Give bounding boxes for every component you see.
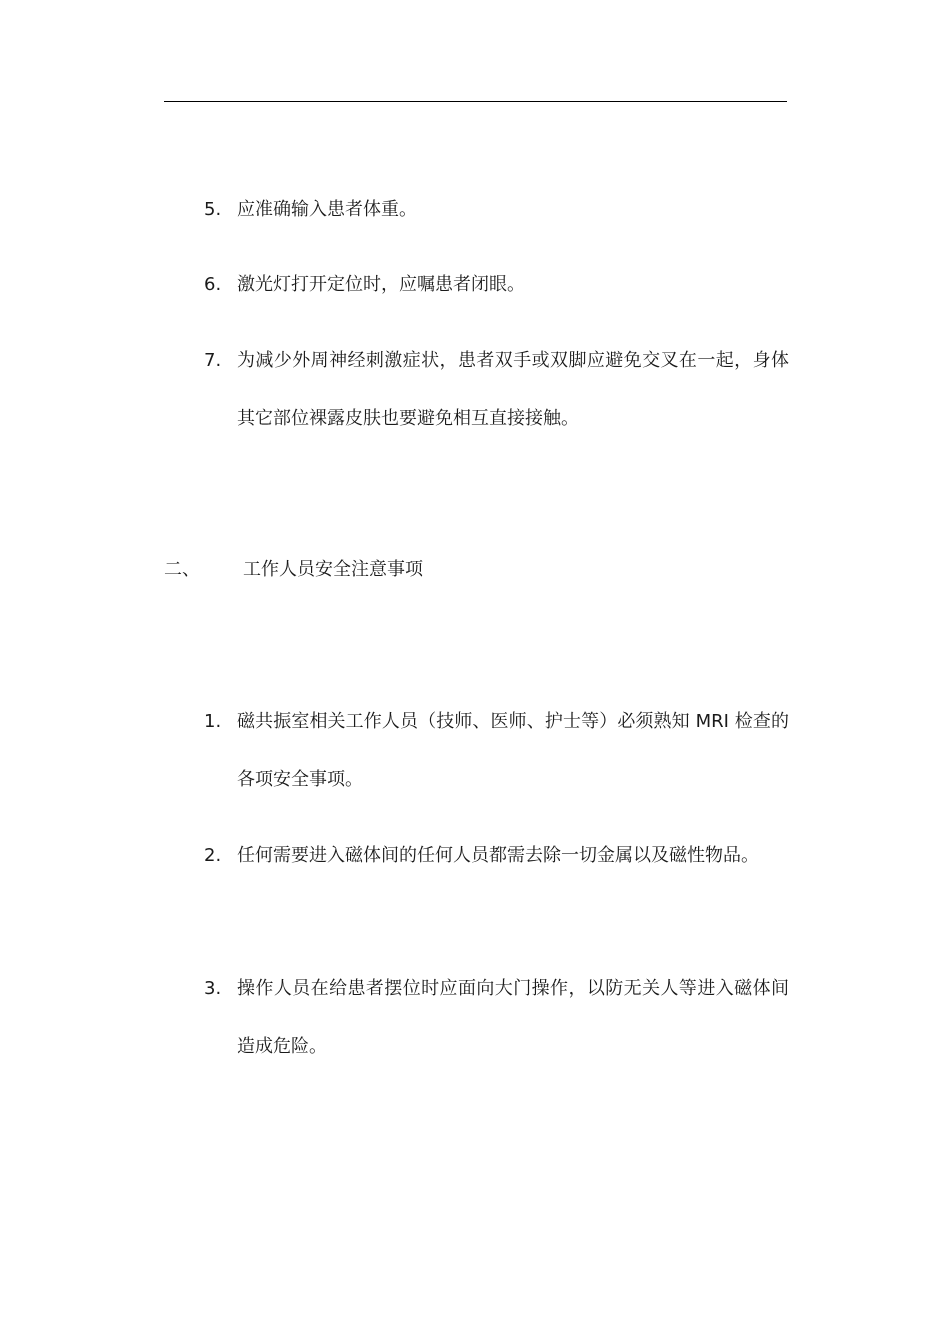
- header-rule: [164, 101, 787, 102]
- list-item-number: 5.: [204, 199, 222, 220]
- section-title: 工作人员安全注意事项: [243, 559, 423, 580]
- list-item: [204, 332, 794, 448]
- list-item-text: 为减少外周神经刺激症状，患者双手或双脚应避免交叉在一起，身体其它部位裸露皮肤也要避免相互直接接触。: [237, 350, 789, 429]
- list-item: [204, 256, 794, 314]
- list-item-number: 3.: [204, 978, 222, 999]
- list-item-text: 操作人员在给患者摆位时应面向大门操作，以防无关人等进入磁体间造成危险。: [237, 978, 789, 1057]
- list-item-number: 1.: [204, 711, 222, 732]
- list-item-number: 7.: [204, 350, 222, 371]
- list-item-text: 磁共振室相关工作人员（技师、医师、护士等）必须熟知 MRI 检查的各项安全事项。: [237, 711, 789, 790]
- list-item-number: 6.: [204, 274, 222, 295]
- list-item-number: 2.: [204, 845, 222, 866]
- list-item: [204, 827, 794, 885]
- list-item: [204, 960, 794, 1076]
- section-number: 二、: [164, 559, 200, 580]
- list-item-text: 应准确输入患者体重。: [237, 199, 417, 220]
- list-item: [204, 181, 794, 239]
- list-item-text: 激光灯打开定位时，应嘱患者闭眼。: [237, 274, 525, 295]
- list-item: [204, 693, 794, 809]
- list-item-text: 任何需要进入磁体间的任何人员都需去除一切金属以及磁性物品。: [237, 845, 759, 866]
